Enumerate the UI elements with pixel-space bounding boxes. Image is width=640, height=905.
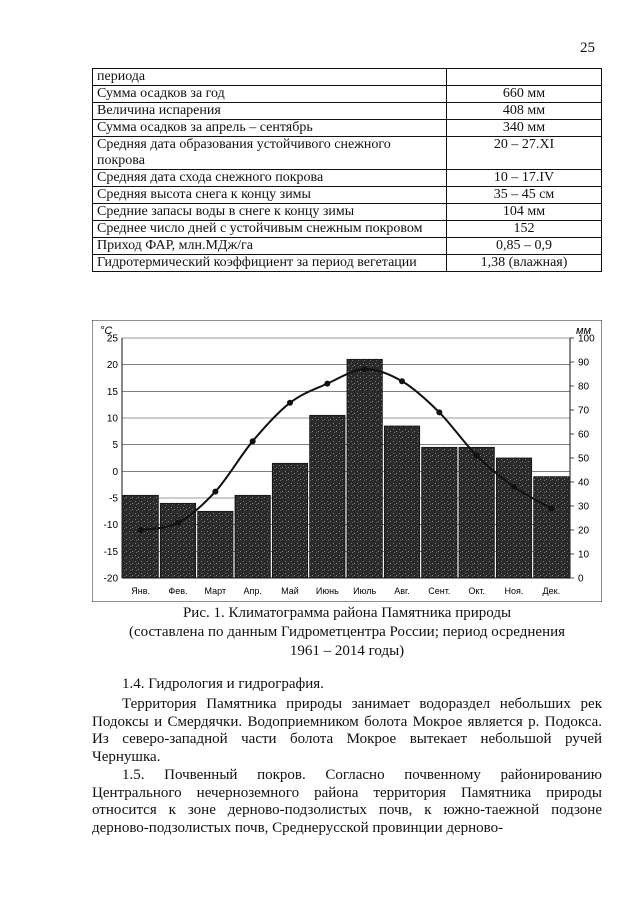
left-axis-unit: °C	[100, 325, 113, 337]
page-number: 25	[580, 40, 595, 56]
left-tick-label: -10	[103, 520, 118, 532]
table-cell-value: 20 – 27.XI	[447, 137, 602, 170]
table-row	[93, 120, 602, 137]
precipitation-point	[175, 520, 181, 526]
temperature-bar	[347, 359, 382, 578]
table-cell-parameter: Гидротермический коэффициент за период вегетации	[93, 255, 447, 272]
table-cell-value	[447, 69, 602, 86]
precipitation-point	[436, 409, 442, 415]
right-tick-label: 60	[578, 429, 590, 441]
left-tick-label: -5	[109, 493, 118, 505]
table-cell-value: 0,85 – 0,9	[447, 238, 602, 255]
left-tick-label: 20	[106, 360, 118, 372]
month-label: Июнь	[315, 586, 339, 596]
right-tick-label: 30	[578, 501, 590, 513]
right-tick-label: 90	[578, 357, 590, 369]
month-label: Сент.	[428, 586, 451, 596]
caption-line-2: (составлена по данным Гидрометцентра России; период осреднения	[128, 624, 566, 640]
temperature-bar	[235, 495, 270, 578]
month-label: Ноя.	[504, 586, 524, 596]
table-cell-parameter: Величина испарения	[93, 103, 447, 120]
paragraph-soil: 1.5. Почвенный покров. Согласно почвенному районированию Центрального нечерноземного района территория Памятника природы относится к зоне дерново-подзолистых почв, к южно-таежной подзоне дерново-подзолистых почв, Среднерусской провинции дерново-	[92, 767, 602, 836]
month-label: Фев.	[168, 586, 188, 596]
section-heading: 1.4. Гидрология и гидрография.	[122, 676, 324, 692]
temperature-bar	[310, 415, 345, 578]
table-cell-parameter: Сумма осадков за год	[93, 86, 447, 103]
figure-caption	[92, 604, 602, 661]
paragraph-hydrology: Территория Памятника природы занимает водораздел небольших рек Подоксы и Смердячки. Водоприемником болота Мокрое является р. Подокса. Из северо-западной части болота Мокрое вытекает небольшой ручей Чернушка.	[92, 696, 602, 765]
precipitation-point	[324, 381, 330, 387]
table-cell-parameter: периода	[93, 69, 447, 86]
table-row	[93, 137, 602, 170]
table-cell-value: 660 мм	[447, 86, 602, 103]
climatogram-chart	[92, 320, 602, 602]
month-label: Апр.	[243, 586, 262, 596]
table-cell-parameter: Сумма осадков за апрель – сентябрь	[93, 120, 447, 137]
temperature-bar	[384, 426, 419, 578]
table-cell-parameter: Средняя дата образования устойчивого снежного покрова	[93, 137, 447, 170]
climate-table	[92, 68, 602, 272]
table-cell-parameter: Средние запасы воды в снеге к концу зимы	[93, 204, 447, 221]
temperature-bar	[272, 463, 307, 578]
right-tick-label: 20	[578, 525, 590, 537]
table-cell-value: 340 мм	[447, 120, 602, 137]
table-cell-parameter: Приход ФАР, млн.МДж/га	[93, 238, 447, 255]
left-tick-label: -20	[103, 573, 118, 585]
table-row	[93, 204, 602, 221]
table-row	[93, 221, 602, 238]
caption-line-1: Рис. 1. Климатограмма района Памятника природы	[182, 605, 512, 621]
table-cell-parameter: Средняя высота снега к концу зимы	[93, 187, 447, 204]
precipitation-point	[362, 366, 368, 372]
left-tick-label: 5	[112, 440, 118, 452]
table-cell-value: 408 мм	[447, 103, 602, 120]
precipitation-point	[548, 505, 554, 511]
month-label: Июль	[353, 586, 377, 596]
right-tick-label: 40	[578, 477, 590, 489]
precipitation-point	[250, 438, 256, 444]
table-row	[93, 103, 602, 120]
temperature-bar	[496, 458, 531, 578]
table-cell-value: 152	[447, 221, 602, 238]
table-cell-parameter: Среднее число дней с устойчивым снежным покровом	[93, 221, 447, 238]
table-cell-parameter: Средняя дата схода снежного покрова	[93, 170, 447, 187]
right-tick-label: 50	[578, 453, 590, 465]
left-tick-label: -15	[103, 546, 118, 558]
precipitation-point	[511, 484, 517, 490]
caption-line-3: 1961 – 2014 годы)	[289, 643, 405, 659]
precipitation-point	[399, 378, 405, 384]
precipitation-point	[212, 489, 218, 495]
month-label: Авг.	[394, 586, 410, 596]
month-label: Окт.	[468, 586, 486, 596]
temperature-bar	[422, 447, 457, 578]
right-tick-label: 80	[578, 381, 590, 393]
table-cell-value: 104 мм	[447, 204, 602, 221]
table-row	[93, 187, 602, 204]
left-tick-label: 25	[106, 333, 118, 345]
right-axis-unit: мм	[576, 325, 592, 337]
month-label: Янв.	[131, 586, 151, 596]
temperature-bar	[123, 495, 158, 578]
precipitation-point	[138, 527, 144, 533]
temperature-bar	[534, 477, 569, 578]
month-label: Март	[204, 586, 227, 596]
precipitation-point	[474, 453, 480, 459]
month-label: Дек.	[542, 586, 561, 596]
right-tick-label: 0	[578, 573, 584, 585]
table-row	[93, 69, 602, 86]
table-cell-value: 35 – 45 см	[447, 187, 602, 204]
table-cell-value: 10 – 17.IV	[447, 170, 602, 187]
temperature-bar	[198, 511, 233, 578]
month-label: Май	[281, 586, 299, 596]
table-row	[93, 170, 602, 187]
precipitation-point	[287, 400, 293, 406]
left-tick-label: 15	[106, 386, 118, 398]
left-tick-label: 0	[112, 466, 118, 478]
table-row	[93, 255, 602, 272]
table-cell-value: 1,38 (влажная)	[447, 255, 602, 272]
right-tick-label: 10	[578, 549, 590, 561]
right-tick-label: 100	[578, 333, 595, 345]
table-row	[93, 86, 602, 103]
left-tick-label: 10	[106, 413, 118, 425]
table-row	[93, 238, 602, 255]
right-tick-label: 70	[578, 405, 590, 417]
